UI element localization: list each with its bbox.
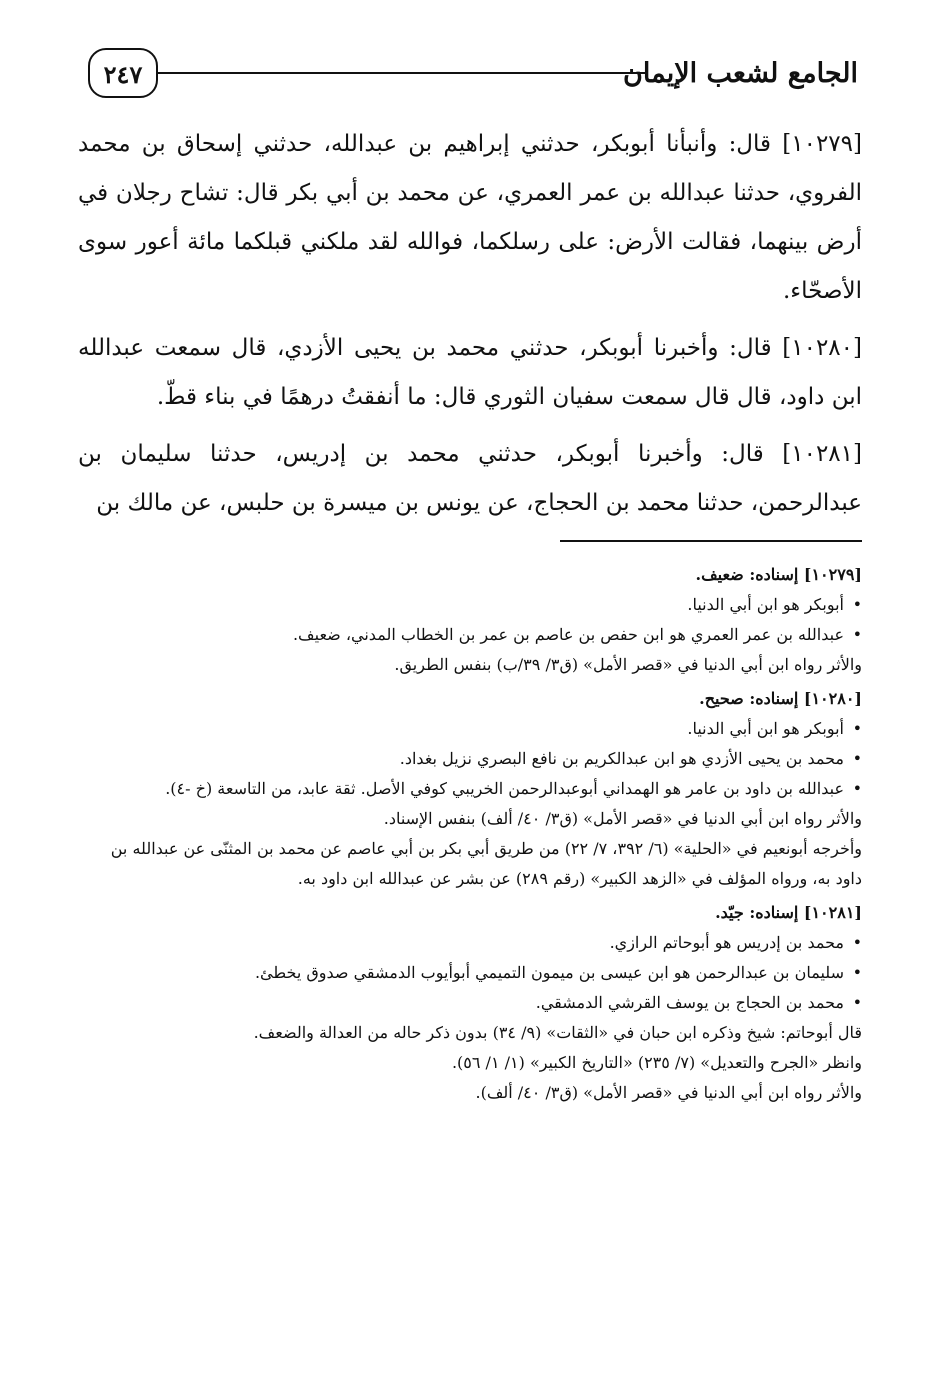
footnote-10281 (84, 898, 862, 1108)
page-header (88, 44, 858, 104)
footnote-line: والأثر رواه ابن أبي الدنيا في «قصر الأمل» (ق٣/ ٤٠/ ألف). (475, 1083, 862, 1102)
footnote-line: قال أبوحاتم: شيخ وذكره ابن حبان في «الثقات» (٩/ ٣٤) بدون ذكر حاله من العدالة والضعف. (253, 1023, 862, 1042)
footnote-line: وأخرجه أبونعيم في «الحلية» (٦/ ٣٩٢، ٧/ ٢٢) من طريق أبي بكر بن أبي عاصم عن محمد بن المثنّى عن عبدالله بن داود به، ورواه المؤلف في «الزهد الكبير» (رقم ٢٨٩) عن بشر عن عبدالله ابن داود به. (110, 839, 862, 888)
running-title: الجامع لشعب الإيمان (623, 58, 858, 89)
footnote-line: والأثر رواه ابن أبي الدنيا في «قصر الأمل» (ق٣/ ٣٩/ب) بنفس الطريق. (394, 655, 862, 674)
footnote-bullet: • عبدالله بن عمر العمري هو ابن حفص بن عاصم بن عمر بن الخطاب المدني، ضعيف. (84, 620, 862, 650)
footnote-bullet: • محمد بن الحجاج بن يوسف القرشي الدمشقي. (84, 988, 862, 1018)
page-number: ٢٤٧ (88, 48, 158, 98)
footnote-bullet: • عبدالله بن داود بن عامر هو الهمداني أبوعبدالرحمن الخريبي كوفي الأصل. ثقة عابد، من التاسعة (خ -٤). (84, 774, 862, 804)
footnote-bullet: • أبوبكر هو ابن أبي الدنيا. (84, 714, 862, 744)
main-text (78, 120, 862, 536)
header-rule (158, 72, 648, 74)
footnote-heading: [١٠٢٨١] إسناده: جيّد. (715, 903, 862, 922)
footnote-10279 (84, 560, 862, 680)
footnote-line: وانظر «الجرح والتعديل» (٧/ ٢٣٥) «التاريخ الكبير» (١/ ١/ ٥٦). (451, 1053, 862, 1072)
footnote-line: والأثر رواه ابن أبي الدنيا في «قصر الأمل» (ق٣/ ٤٠/ ألف) بنفس الإسناد. (383, 809, 862, 828)
footnotes (84, 560, 862, 1112)
footnote-heading: [١٠٢٨٠] إسناده: صحيح. (699, 689, 862, 708)
paragraph-10280: [١٠٢٨٠] قال: وأخبرنا أبوبكر، حدثني محمد بن يحيى الأزدي، قال سمعت عبدالله ابن داود، قال قال سمعت سفيان الثوري قال: ما أنفقتُ درهمًا في بناء قطّ. (78, 335, 862, 410)
footnote-bullet: • سليمان بن عبدالرحمن هو ابن عيسى بن ميمون التميمي أبوأيوب الدمشقي صدوق يخطئ. (84, 958, 862, 988)
footnote-bullet: • محمد بن يحيى الأزدي هو ابن عبدالكريم بن نافع البصري نزيل بغداد. (84, 744, 862, 774)
footnote-heading: [١٠٢٧٩] إسناده: ضعيف. (695, 565, 862, 584)
paragraph-10281: [١٠٢٨١] قال: وأخبرنا أبوبكر، حدثني محمد بن إدريس، حدثنا سليمان بن عبدالرحمن، حدثنا محمد بن الحجاج، عن يونس بن ميسرة بن حلبس، عن مالك بن (78, 441, 862, 516)
footnote-bullet: • أبوبكر هو ابن أبي الدنيا. (84, 590, 862, 620)
footnote-bullet: • محمد بن إدريس هو أبوحاتم الرازي. (84, 928, 862, 958)
footnote-divider (560, 540, 862, 542)
paragraph-10279: [١٠٢٧٩] قال: وأنبأنا أبوبكر، حدثني إبراهيم بن عبدالله، حدثني إسحاق بن محمد الفروي، حدثنا عبدالله بن عمر العمري، عن محمد بن أبي بكر قال: تشاح رجلان في أرض بينهما، فقالت الأرض: على رسلكما، فوالله لقد ملكني قبلكما مائة أعور سوى الأصحّاء. (78, 131, 862, 304)
footnote-10280 (84, 684, 862, 894)
